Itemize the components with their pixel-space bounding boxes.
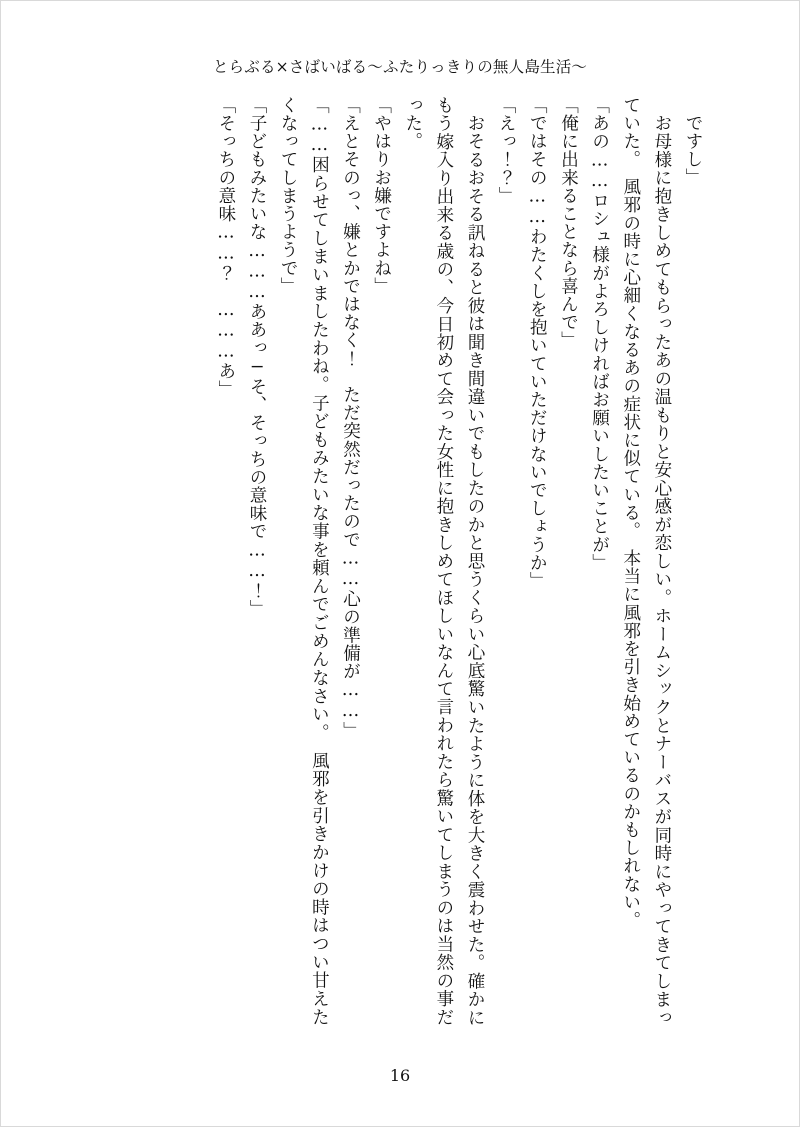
paragraph: 「えとそのっ、嫌とかではなく！ ただ突然だったので……心の準備が……」 [340,96,361,740]
paragraph: 「……困らせてしまいましたわね。子どもみたいな事を頼んでごめんなさい。 風邪を引きかけの時はつい甘えたくなってしまうようで」 [278,96,330,1026]
paragraph: 「やはりお嫌ですよね」 [371,96,392,296]
paragraph: おそるおそる訊ねると彼は聞き間違いでもしたのかと思うくらい心底驚いたように体を大きく震わせた。確かにもう嫁入り出来る歳の、今日初めて会った女性に抱きしめてほしいなんて言われたら驚いてしまうのは当然の事だった。 [402,96,486,1026]
page-number: 16 [389,1066,411,1085]
paragraph: 「そっちの意味……？ ………あ」 [215,96,236,399]
paragraph: 「俺に出来ることなら喜んで」 [558,96,579,350]
paragraph: お母様に抱きしめてもらったあの温もりと安心感が恋しい。ホームシックとナーバスが同時にやってきてしまっていた。 風邪の時に心細くなるあの症状に似ている。 本当に風邪を引き始めているのかもしれない。 [620,96,672,1026]
paragraph: 「あの……ロシュ様がよろしければお願いしたいことが」 [589,96,610,572]
page-body-text [108,96,708,1026]
paragraph: 「子どもみたいな………ああっ−そ、そっちの意味で……！」 [247,96,268,618]
paragraph: 「えっ！？」 [496,96,517,205]
page-header-title: とらぶる×さばいばる～ふたりっきりの無人島生活～ [212,58,588,76]
paragraph: 「ではその……わたくしを抱いていただけないでしょうか」 [527,96,548,590]
paragraph: ですし」 [683,113,703,186]
